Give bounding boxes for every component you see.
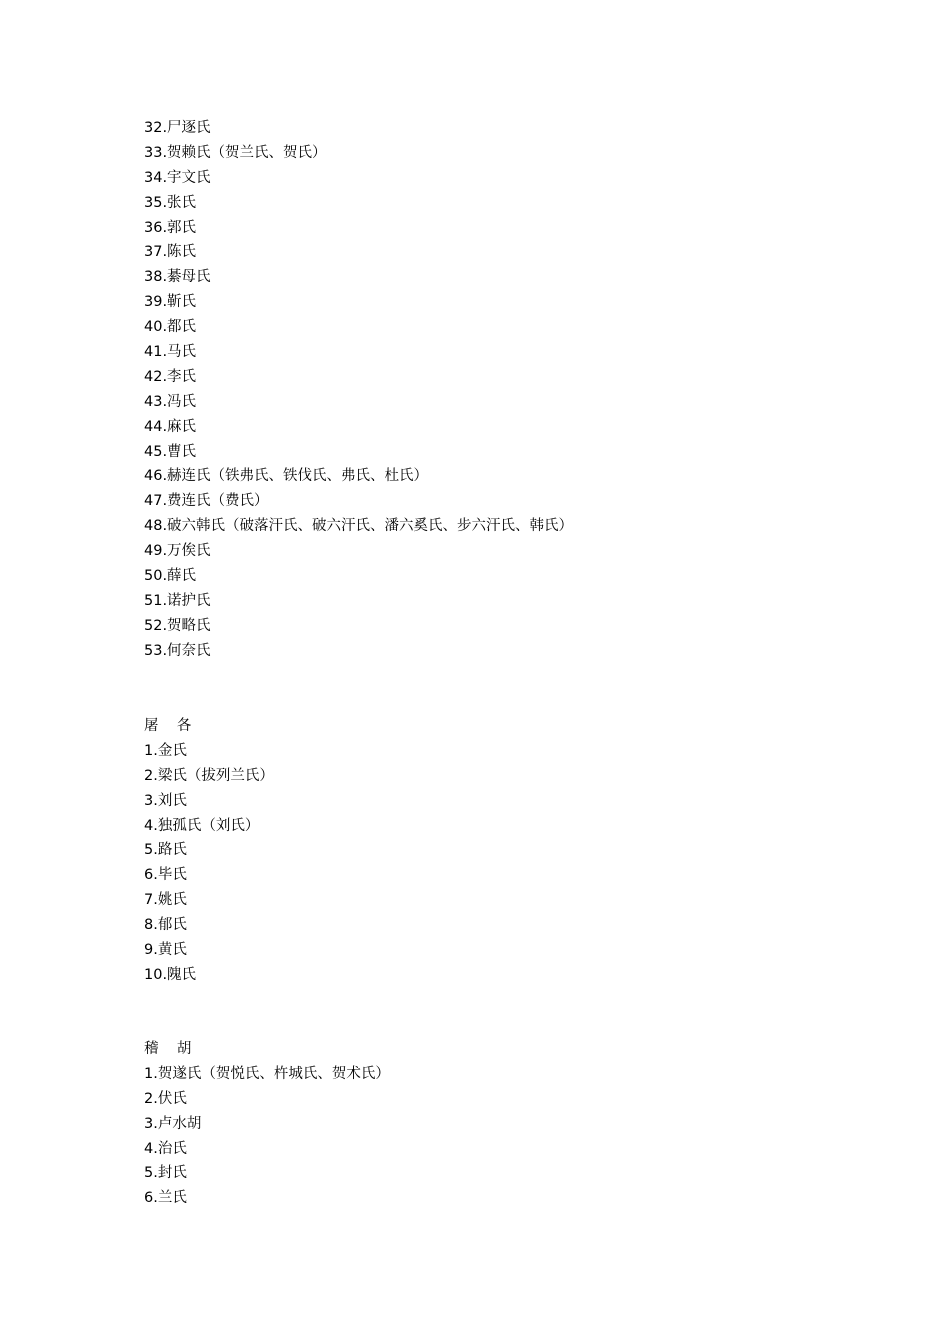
tuge-section [144,714,274,988]
list-item: 51.诺护氏 [144,592,211,609]
list-item: 4.治氏 [144,1140,187,1157]
list-item: 32.尸逐氏 [144,120,211,136]
list-item: 9.黄氏 [144,942,187,959]
jihu-section [144,1037,390,1211]
list-item: 5.路氏 [144,842,187,859]
list-item: 46.赫连氏（铁弗氏、铁伐氏、弗氏、杜氏） [144,468,429,485]
list-item: 1.贺遂氏（贺悦氏、杵城氏、贺术氏） [144,1065,390,1082]
list-item: 8.郁氏 [144,917,187,934]
list-item: 34.宇文氏 [144,169,211,186]
list-item: 10.隗氏 [144,966,197,983]
list-item: 3.卢水胡 [144,1115,202,1132]
list-item: 1.金氏 [144,742,187,759]
list-item: 6.兰氏 [144,1190,187,1207]
list-item: 42.李氏 [144,368,197,385]
list-item: 41.马氏 [144,344,197,361]
surname-list-continued [144,116,573,664]
list-item: 43.冯氏 [144,393,197,410]
list-item: 2.伏氏 [144,1090,187,1107]
list-item: 44.麻氏 [144,418,197,435]
section-heading: 屠 各 [144,718,192,734]
list-item: 50.薛氏 [144,568,197,585]
list-item: 49.万俟氏 [144,543,211,560]
list-item: 2.梁氏（拔列兰氏） [144,767,274,784]
list-item: 33.贺赖氏（贺兰氏、贺氏） [144,144,327,161]
list-item: 35.张氏 [144,194,197,211]
list-item: 53.何奈氏 [144,642,211,659]
list-item: 36.郭氏 [144,219,197,236]
list-item: 4.独孤氏（刘氏） [144,817,260,834]
list-item: 40.都氏 [144,319,197,336]
list-item: 5.封氏 [144,1165,187,1182]
list-item: 45.曹氏 [144,443,197,460]
list-item: 52.贺略氏 [144,617,211,634]
list-item: 6.毕氏 [144,867,187,884]
list-item: 48.破六韩氏（破落汗氏、破六汗氏、潘六奚氏、步六汗氏、韩氏） [144,518,574,535]
list-item: 7.姚氏 [144,892,187,909]
list-item: 3.刘氏 [144,792,187,809]
list-item: 37.陈氏 [144,244,197,261]
list-item: 47.费连氏（费氏） [144,493,269,510]
list-item: 39.靳氏 [144,294,197,311]
list-item: 38.綦母氏 [144,269,211,286]
section-heading: 稽 胡 [144,1041,192,1057]
